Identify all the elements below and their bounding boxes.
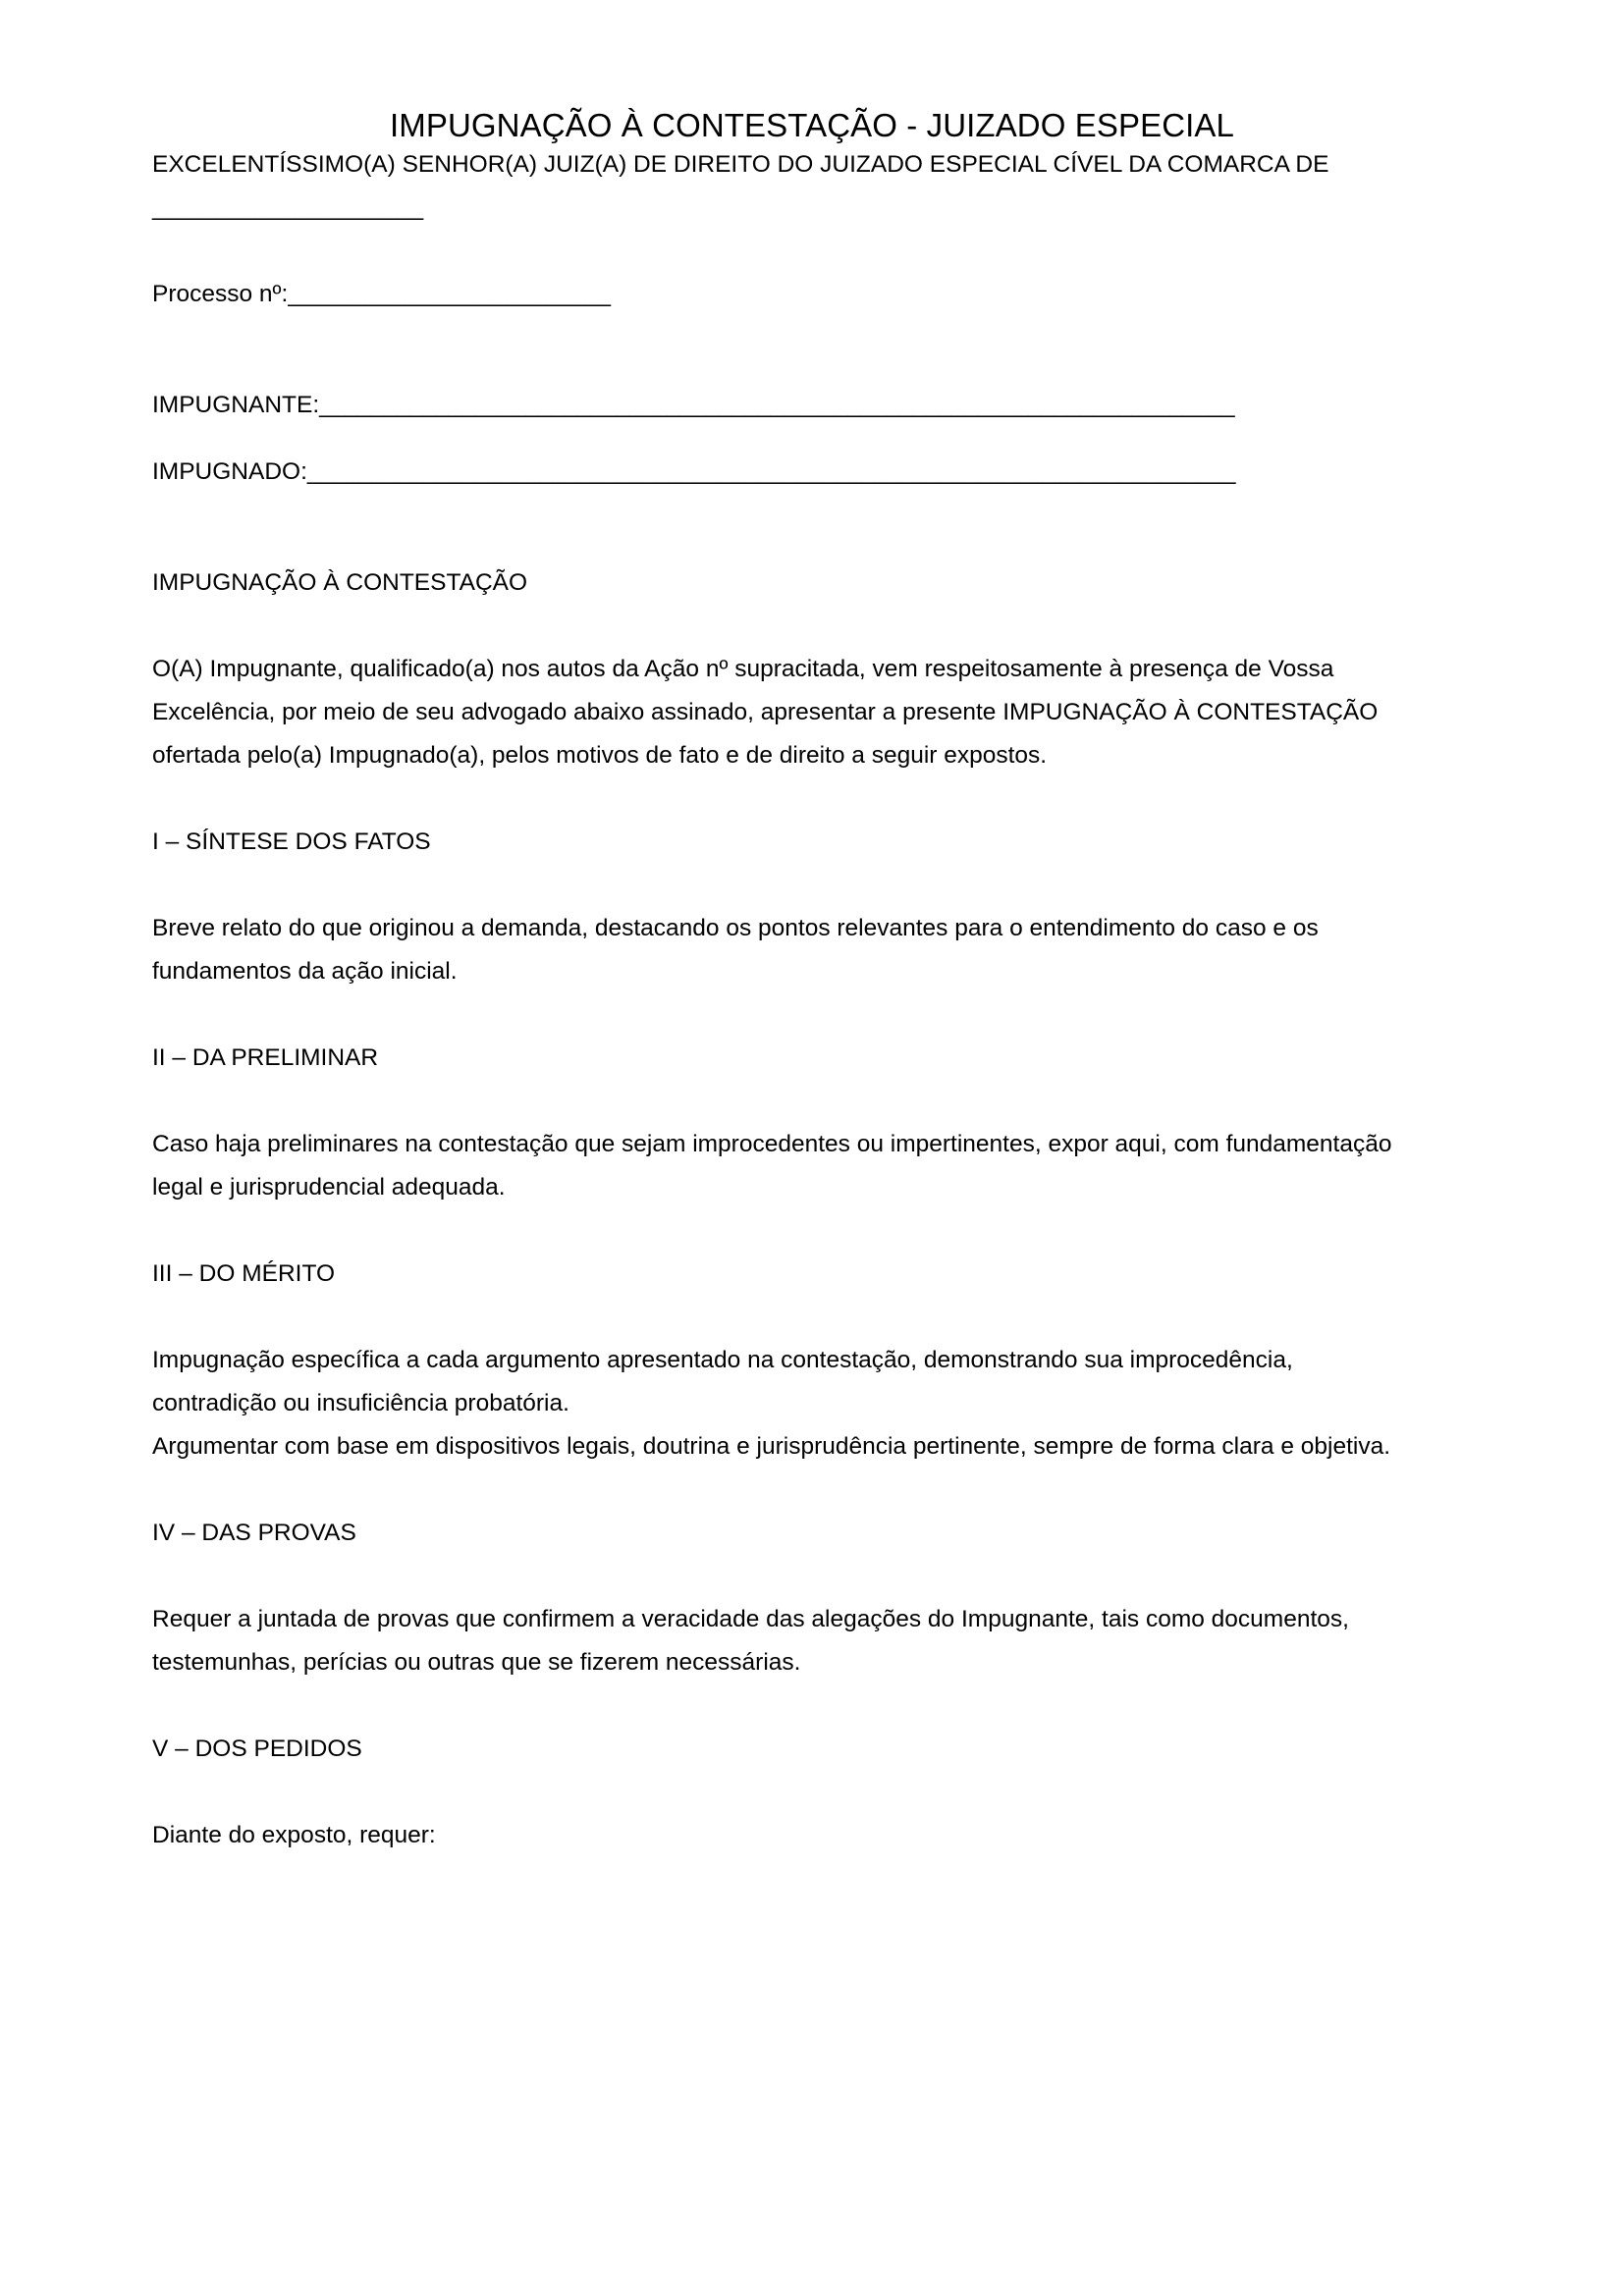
- addressee-line: EXCELENTÍSSIMO(A) SENHOR(A) JUIZ(A) DE DIREITO DO JUIZADO ESPECIAL CÍVEL DA COMARCA DE: [152, 151, 1329, 178]
- party-row-impugnante: [152, 384, 1419, 427]
- impugnante-blank[interactable]: _______________________________________________________________________: [319, 391, 1235, 418]
- spacer: [152, 1080, 1419, 1123]
- spacer: [152, 230, 1419, 273]
- section-iii-paragraph-2: Argumentar com base em dispositivos legais, doutrina e jurisprudência pertinente, sempre de forma clara e objetiva.: [152, 1432, 1391, 1460]
- preamble-paragraph: O(A) Impugnante, qualificado(a) nos autos da Ação nº supracitada, vem respeitosamente à presença de Vossa Excelência, por meio de seu advogado abaixo assinado, apresentar a presente IMPUGNAÇÃO À CONTESTAÇÃO ofertada pelo(a) Impugnado(a), pelos motivos de fato e de direito a seguir expostos.: [152, 655, 1379, 769]
- case-number-line: [152, 273, 1419, 316]
- spacer: [152, 518, 1419, 561]
- spacer: [152, 864, 1419, 907]
- section-heading-ii: II – DA PRELIMINAR: [152, 1043, 379, 1071]
- section-heading-iv: IV – DAS PROVAS: [152, 1519, 356, 1546]
- impugnante-label: IMPUGNANTE:: [152, 391, 320, 418]
- spacer: [152, 316, 1419, 359]
- page-title: IMPUGNAÇÃO À CONTESTAÇÃO - JUIZADO ESPECIAL: [390, 107, 1234, 143]
- section-ii-paragraph-1: Caso haja preliminares na contestação que sejam improcedentes ou impertinentes, expor aqui, com fundamentação legal e jurisprudencial adequada.: [152, 1130, 1392, 1201]
- impugnado-label: IMPUGNADO:: [152, 458, 307, 485]
- spacer: [152, 1684, 1419, 1728]
- section-heading-iii: III – DO MÉRITO: [152, 1259, 336, 1287]
- spacer: [152, 1296, 1419, 1339]
- spacer: [152, 1209, 1419, 1253]
- section-iii-paragraph-1: Impugnação específica a cada argumento apresentado na contestação, demonstrando sua improcedência, contradição ou insuficiência probatória.: [152, 1346, 1293, 1416]
- case-number-label: Processo nº:: [152, 281, 289, 307]
- document-body: [152, 143, 1419, 1857]
- spacer: [152, 993, 1419, 1037]
- section-heading-i: I – SÍNTESE DOS FATOS: [152, 828, 431, 855]
- spacer: [152, 1771, 1419, 1814]
- spacer: [152, 777, 1419, 821]
- section-v-paragraph-1: Diante do exposto, requer:: [152, 1821, 436, 1848]
- case-number-blank[interactable]: _________________________: [288, 281, 611, 307]
- section-heading-v: V – DOS PEDIDOS: [152, 1735, 362, 1762]
- impugnado-blank[interactable]: ________________________________________________________________________: [306, 458, 1235, 485]
- spacer: [152, 1555, 1419, 1598]
- spacer: [152, 1468, 1419, 1512]
- section-i-paragraph-1: Breve relato do que originou a demanda, destacando os pontos relevantes para o entendimento do caso e os fundamentos da ação inicial.: [152, 914, 1319, 985]
- party-row-impugnado: [152, 451, 1419, 494]
- addressee-blank[interactable]: _____________________: [152, 194, 423, 221]
- section-iv-paragraph-1: Requer a juntada de provas que confirmem a veracidade das alegações do Impugnante, tais como documentos, testemunhas, perícias ou outras que se fizerem necessárias.: [152, 1605, 1349, 1676]
- spacer: [152, 605, 1419, 648]
- doc-type-heading: IMPUGNAÇÃO À CONTESTAÇÃO: [152, 568, 528, 596]
